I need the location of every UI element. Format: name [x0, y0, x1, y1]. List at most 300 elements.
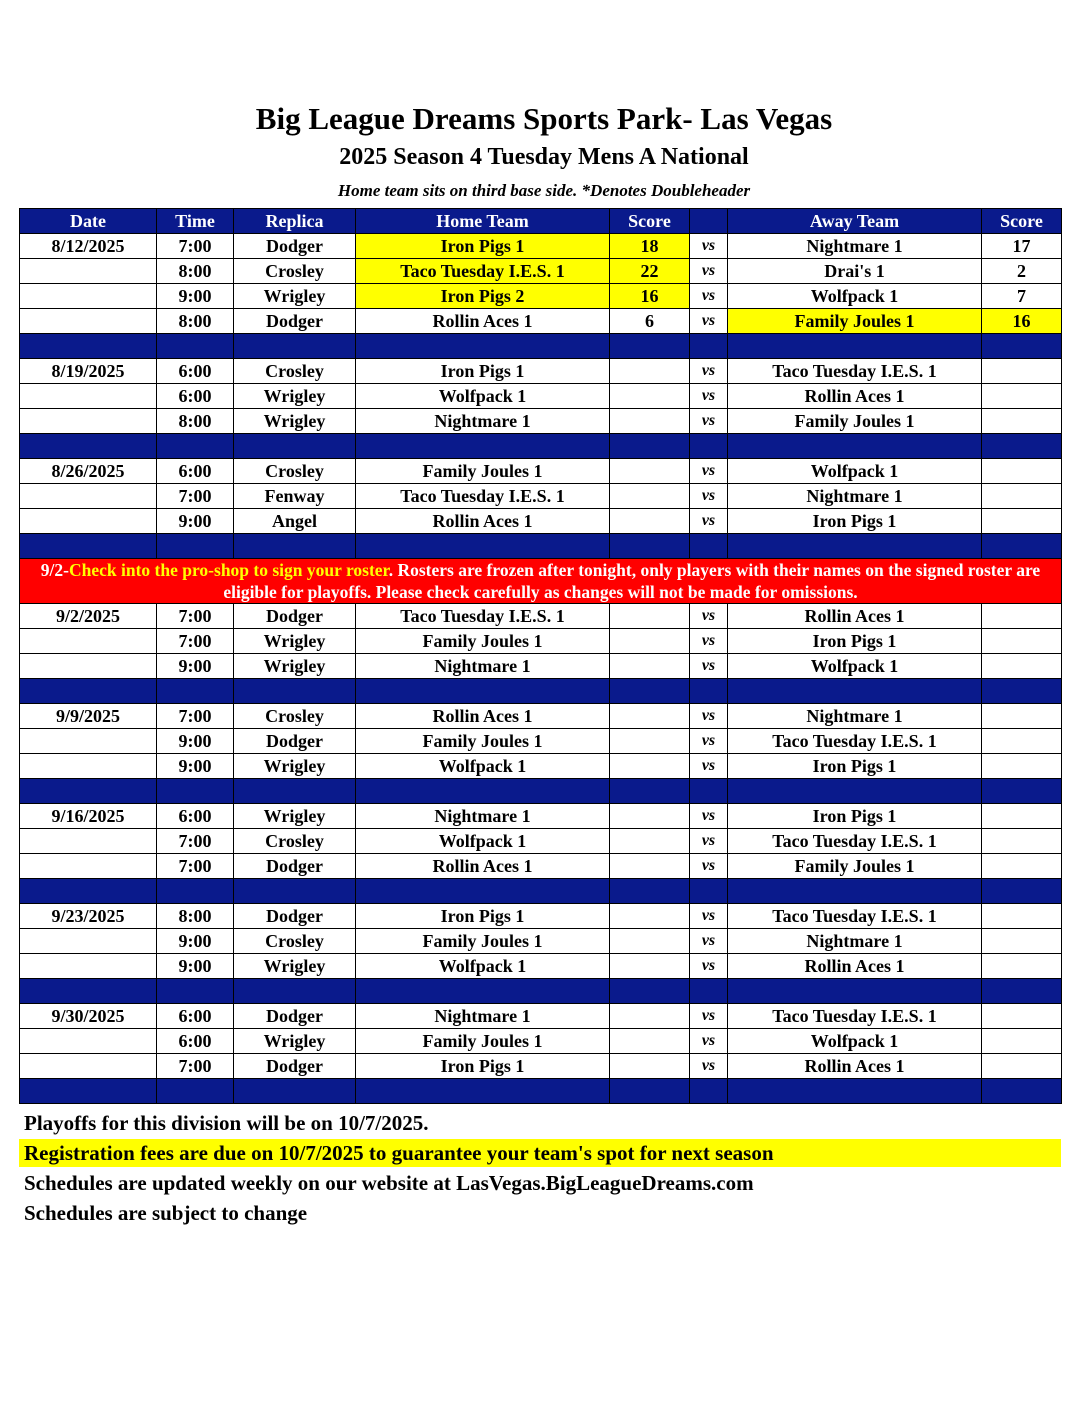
- away-score-cell: [982, 359, 1062, 384]
- away-score-cell: 2: [982, 259, 1062, 284]
- col-vs-header: [690, 209, 728, 234]
- time-cell: 8:00: [157, 904, 234, 929]
- game-row: [20, 629, 1062, 654]
- game-row: [20, 729, 1062, 754]
- away-score-cell: [982, 754, 1062, 779]
- time-cell: 6:00: [157, 1029, 234, 1054]
- separator-cell: [157, 779, 234, 804]
- away-score-cell: [982, 904, 1062, 929]
- date-cell: 9/30/2025: [20, 1004, 157, 1029]
- home-team-cell: Iron Pigs 1: [356, 904, 610, 929]
- game-row: [20, 1029, 1062, 1054]
- date-cell: [20, 384, 157, 409]
- separator-cell: [234, 1079, 356, 1104]
- away-score-cell: 16: [982, 309, 1062, 334]
- away-score-cell: [982, 1029, 1062, 1054]
- separator-cell: [690, 334, 728, 359]
- away-team-cell: Family Joules 1: [728, 854, 982, 879]
- time-cell: 7:00: [157, 234, 234, 259]
- col-home-team-header: Home Team: [356, 209, 610, 234]
- separator-cell: [690, 779, 728, 804]
- separator-row: [20, 679, 1062, 704]
- website-note: Schedules are updated weekly on our website at LasVegas.BigLeagueDreams.com: [24, 1171, 754, 1195]
- separator-cell: [20, 979, 157, 1004]
- col-date-header: Date: [20, 209, 157, 234]
- vs-cell: vs: [690, 604, 728, 629]
- time-cell: 7:00: [157, 829, 234, 854]
- replica-cell: Crosley: [234, 459, 356, 484]
- date-cell: 8/19/2025: [20, 359, 157, 384]
- separator-row: [20, 1079, 1062, 1104]
- separator-cell: [610, 334, 690, 359]
- separator-cell: [982, 779, 1062, 804]
- home-team-cell: Family Joules 1: [356, 459, 610, 484]
- time-cell: 9:00: [157, 754, 234, 779]
- date-cell: [20, 654, 157, 679]
- playoffs-note: Playoffs for this division will be on 10/7/2025.: [24, 1111, 429, 1135]
- away-team-cell: Rollin Aces 1: [728, 1054, 982, 1079]
- away-team-cell: Taco Tuesday I.E.S. 1: [728, 1004, 982, 1029]
- home-team-cell: Family Joules 1: [356, 729, 610, 754]
- separator-cell: [356, 679, 610, 704]
- separator-cell: [356, 434, 610, 459]
- home-team-cell: Wolfpack 1: [356, 829, 610, 854]
- home-score-cell: [610, 1029, 690, 1054]
- away-score-cell: [982, 384, 1062, 409]
- game-row: [20, 804, 1062, 829]
- separator-cell: [982, 434, 1062, 459]
- replica-cell: Wrigley: [234, 754, 356, 779]
- replica-cell: Wrigley: [234, 654, 356, 679]
- game-row: [20, 854, 1062, 879]
- time-cell: 9:00: [157, 284, 234, 309]
- separator-cell: [157, 534, 234, 559]
- home-team-cell: Wolfpack 1: [356, 384, 610, 409]
- separator-cell: [20, 334, 157, 359]
- date-cell: 9/16/2025: [20, 804, 157, 829]
- separator-cell: [982, 1079, 1062, 1104]
- home-score-cell: [610, 604, 690, 629]
- time-cell: 6:00: [157, 1004, 234, 1029]
- vs-cell: vs: [690, 729, 728, 754]
- game-row: [20, 309, 1062, 334]
- home-score-cell: [610, 704, 690, 729]
- date-cell: [20, 629, 157, 654]
- time-cell: 7:00: [157, 704, 234, 729]
- home-score-cell: 22: [610, 259, 690, 284]
- home-team-cell: Family Joules 1: [356, 629, 610, 654]
- vs-cell: vs: [690, 1004, 728, 1029]
- date-cell: [20, 754, 157, 779]
- game-row: [20, 829, 1062, 854]
- separator-cell: [690, 679, 728, 704]
- vs-cell: vs: [690, 409, 728, 434]
- replica-cell: Wrigley: [234, 384, 356, 409]
- separator-cell: [610, 879, 690, 904]
- replica-cell: Crosley: [234, 929, 356, 954]
- separator-cell: [690, 979, 728, 1004]
- separator-cell: [157, 1079, 234, 1104]
- time-cell: 9:00: [157, 729, 234, 754]
- vs-cell: vs: [690, 234, 728, 259]
- away-team-cell: Family Joules 1: [728, 309, 982, 334]
- away-score-cell: [982, 409, 1062, 434]
- home-score-cell: [610, 384, 690, 409]
- home-score-cell: [610, 829, 690, 854]
- vs-cell: vs: [690, 309, 728, 334]
- time-cell: 7:00: [157, 854, 234, 879]
- vs-cell: vs: [690, 704, 728, 729]
- separator-cell: [982, 334, 1062, 359]
- replica-cell: Dodger: [234, 854, 356, 879]
- game-row: [20, 284, 1062, 309]
- date-cell: 8/26/2025: [20, 459, 157, 484]
- home-team-cell: Nightmare 1: [356, 804, 610, 829]
- game-row: [20, 654, 1062, 679]
- game-row: [20, 259, 1062, 284]
- replica-cell: Crosley: [234, 704, 356, 729]
- separator-cell: [610, 979, 690, 1004]
- away-team-cell: Wolfpack 1: [728, 1029, 982, 1054]
- separator-cell: [234, 779, 356, 804]
- time-cell: 6:00: [157, 459, 234, 484]
- replica-cell: Dodger: [234, 904, 356, 929]
- time-cell: 8:00: [157, 409, 234, 434]
- time-cell: 6:00: [157, 804, 234, 829]
- page-note: Home team sits on third base side. *Denotes Doubleheader: [337, 181, 751, 200]
- away-team-cell: Family Joules 1: [728, 409, 982, 434]
- home-score-cell: [610, 854, 690, 879]
- vs-cell: vs: [690, 929, 728, 954]
- time-cell: 8:00: [157, 259, 234, 284]
- away-team-cell: Iron Pigs 1: [728, 754, 982, 779]
- separator-cell: [610, 779, 690, 804]
- away-team-cell: Wolfpack 1: [728, 459, 982, 484]
- away-team-cell: Nightmare 1: [728, 704, 982, 729]
- separator-cell: [690, 879, 728, 904]
- away-team-cell: Wolfpack 1: [728, 284, 982, 309]
- game-row: [20, 459, 1062, 484]
- separator-cell: [728, 979, 982, 1004]
- away-team-cell: Nightmare 1: [728, 929, 982, 954]
- roster-notice-row: [20, 559, 1062, 604]
- vs-cell: vs: [690, 1054, 728, 1079]
- away-score-cell: [982, 1004, 1062, 1029]
- replica-cell: Wrigley: [234, 1029, 356, 1054]
- separator-cell: [20, 1079, 157, 1104]
- home-team-cell: Iron Pigs 1: [356, 1054, 610, 1079]
- home-team-cell: Rollin Aces 1: [356, 854, 610, 879]
- date-cell: [20, 509, 157, 534]
- separator-cell: [356, 1079, 610, 1104]
- vs-cell: vs: [690, 459, 728, 484]
- away-score-cell: 17: [982, 234, 1062, 259]
- vs-cell: vs: [690, 954, 728, 979]
- replica-cell: Dodger: [234, 309, 356, 334]
- away-score-cell: [982, 459, 1062, 484]
- registration-note: Registration fees are due on 10/7/2025 to guarantee your team's spot for next season: [19, 1139, 1061, 1167]
- replica-cell: Wrigley: [234, 284, 356, 309]
- away-team-cell: Rollin Aces 1: [728, 954, 982, 979]
- replica-cell: Dodger: [234, 1004, 356, 1029]
- separator-row: [20, 334, 1062, 359]
- separator-cell: [356, 779, 610, 804]
- date-cell: [20, 1029, 157, 1054]
- home-score-cell: [610, 629, 690, 654]
- replica-cell: Dodger: [234, 1054, 356, 1079]
- time-cell: 7:00: [157, 629, 234, 654]
- separator-cell: [728, 679, 982, 704]
- home-score-cell: [610, 954, 690, 979]
- separator-cell: [610, 1079, 690, 1104]
- away-score-cell: [982, 829, 1062, 854]
- subject-to-change-note: Schedules are subject to change: [24, 1201, 308, 1225]
- away-team-cell: Iron Pigs 1: [728, 509, 982, 534]
- separator-row: [20, 779, 1062, 804]
- date-cell: [20, 854, 157, 879]
- replica-cell: Fenway: [234, 484, 356, 509]
- home-team-cell: Nightmare 1: [356, 654, 610, 679]
- home-score-cell: 6: [610, 309, 690, 334]
- date-cell: 9/23/2025: [20, 904, 157, 929]
- date-cell: [20, 929, 157, 954]
- time-cell: 8:00: [157, 309, 234, 334]
- away-team-cell: Taco Tuesday I.E.S. 1: [728, 729, 982, 754]
- separator-cell: [728, 879, 982, 904]
- time-cell: 9:00: [157, 929, 234, 954]
- page-subtitle: 2025 Season 4 Tuesday Mens A National: [339, 144, 749, 170]
- game-row: [20, 1004, 1062, 1029]
- away-score-cell: [982, 854, 1062, 879]
- notice-prefix: 9/2-: [40, 560, 69, 580]
- separator-cell: [356, 979, 610, 1004]
- vs-cell: vs: [690, 509, 728, 534]
- home-team-cell: Iron Pigs 2: [356, 284, 610, 309]
- home-team-cell: Rollin Aces 1: [356, 704, 610, 729]
- separator-row: [20, 979, 1062, 1004]
- col-time-header: Time: [157, 209, 234, 234]
- vs-cell: vs: [690, 384, 728, 409]
- col-home-score-header: Score: [610, 209, 690, 234]
- time-cell: 9:00: [157, 509, 234, 534]
- separator-cell: [690, 534, 728, 559]
- home-score-cell: [610, 904, 690, 929]
- vs-cell: vs: [690, 359, 728, 384]
- game-row: [20, 234, 1062, 259]
- away-team-cell: Taco Tuesday I.E.S. 1: [728, 359, 982, 384]
- game-row: [20, 484, 1062, 509]
- game-row: [20, 954, 1062, 979]
- replica-cell: Wrigley: [234, 409, 356, 434]
- separator-cell: [356, 534, 610, 559]
- away-score-cell: 7: [982, 284, 1062, 309]
- vs-cell: vs: [690, 1029, 728, 1054]
- separator-cell: [728, 779, 982, 804]
- home-score-cell: 16: [610, 284, 690, 309]
- home-team-cell: Taco Tuesday I.E.S. 1: [356, 259, 610, 284]
- vs-cell: vs: [690, 629, 728, 654]
- replica-cell: Dodger: [234, 234, 356, 259]
- game-row: [20, 1054, 1062, 1079]
- notice-text: . Rosters are frozen after tonight, only players with their names on the signed roster are eligible for playoffs. Please check carefully as changes will not be made for omissions.: [223, 560, 1041, 602]
- game-row: [20, 409, 1062, 434]
- schedule-body: [20, 234, 1062, 1104]
- away-team-cell: Rollin Aces 1: [728, 604, 982, 629]
- home-score-cell: [610, 484, 690, 509]
- date-cell: [20, 484, 157, 509]
- date-cell: [20, 954, 157, 979]
- date-cell: 9/2/2025: [20, 604, 157, 629]
- replica-cell: Dodger: [234, 604, 356, 629]
- separator-cell: [234, 879, 356, 904]
- time-cell: 7:00: [157, 604, 234, 629]
- vs-cell: vs: [690, 754, 728, 779]
- col-replica-header: Replica: [234, 209, 356, 234]
- home-team-cell: Iron Pigs 1: [356, 234, 610, 259]
- separator-cell: [728, 534, 982, 559]
- home-score-cell: [610, 929, 690, 954]
- col-away-score-header: Score: [982, 209, 1062, 234]
- home-team-cell: Nightmare 1: [356, 1004, 610, 1029]
- replica-cell: Wrigley: [234, 629, 356, 654]
- time-cell: 6:00: [157, 359, 234, 384]
- away-score-cell: [982, 804, 1062, 829]
- home-score-cell: [610, 509, 690, 534]
- away-team-cell: Iron Pigs 1: [728, 629, 982, 654]
- separator-cell: [728, 1079, 982, 1104]
- separator-cell: [690, 1079, 728, 1104]
- game-row: [20, 384, 1062, 409]
- separator-row: [20, 534, 1062, 559]
- away-score-cell: [982, 509, 1062, 534]
- separator-cell: [20, 534, 157, 559]
- away-score-cell: [982, 704, 1062, 729]
- separator-cell: [610, 679, 690, 704]
- vs-cell: vs: [690, 904, 728, 929]
- replica-cell: Wrigley: [234, 954, 356, 979]
- vs-cell: vs: [690, 804, 728, 829]
- date-cell: 8/12/2025: [20, 234, 157, 259]
- separator-cell: [234, 979, 356, 1004]
- away-team-cell: Rollin Aces 1: [728, 384, 982, 409]
- away-score-cell: [982, 929, 1062, 954]
- separator-cell: [157, 679, 234, 704]
- game-row: [20, 359, 1062, 384]
- away-score-cell: [982, 729, 1062, 754]
- separator-cell: [728, 434, 982, 459]
- home-score-cell: [610, 409, 690, 434]
- date-cell: [20, 309, 157, 334]
- date-cell: [20, 409, 157, 434]
- away-score-cell: [982, 1054, 1062, 1079]
- time-cell: 7:00: [157, 1054, 234, 1079]
- away-team-cell: Wolfpack 1: [728, 654, 982, 679]
- game-row: [20, 929, 1062, 954]
- separator-cell: [234, 334, 356, 359]
- away-team-cell: Taco Tuesday I.E.S. 1: [728, 829, 982, 854]
- replica-cell: Crosley: [234, 359, 356, 384]
- vs-cell: vs: [690, 829, 728, 854]
- date-cell: [20, 829, 157, 854]
- vs-cell: vs: [690, 654, 728, 679]
- home-team-cell: Iron Pigs 1: [356, 359, 610, 384]
- home-score-cell: [610, 359, 690, 384]
- home-team-cell: Rollin Aces 1: [356, 309, 610, 334]
- roster-notice: [20, 559, 1062, 604]
- separator-cell: [157, 879, 234, 904]
- time-cell: 9:00: [157, 954, 234, 979]
- date-cell: [20, 284, 157, 309]
- time-cell: 7:00: [157, 484, 234, 509]
- separator-cell: [356, 879, 610, 904]
- away-team-cell: Nightmare 1: [728, 234, 982, 259]
- separator-cell: [157, 979, 234, 1004]
- home-team-cell: Family Joules 1: [356, 929, 610, 954]
- replica-cell: Wrigley: [234, 804, 356, 829]
- home-team-cell: Taco Tuesday I.E.S. 1: [356, 484, 610, 509]
- table-header-row: [20, 209, 1062, 234]
- separator-row: [20, 879, 1062, 904]
- date-cell: [20, 259, 157, 284]
- game-row: [20, 604, 1062, 629]
- home-team-cell: Wolfpack 1: [356, 754, 610, 779]
- home-score-cell: [610, 804, 690, 829]
- separator-cell: [982, 534, 1062, 559]
- time-cell: 9:00: [157, 654, 234, 679]
- vs-cell: vs: [690, 854, 728, 879]
- separator-cell: [982, 679, 1062, 704]
- game-row: [20, 904, 1062, 929]
- col-away-team-header: Away Team: [728, 209, 982, 234]
- separator-cell: [728, 334, 982, 359]
- home-team-cell: Nightmare 1: [356, 409, 610, 434]
- separator-cell: [690, 434, 728, 459]
- away-score-cell: [982, 604, 1062, 629]
- home-team-cell: Family Joules 1: [356, 1029, 610, 1054]
- separator-cell: [234, 434, 356, 459]
- home-score-cell: [610, 754, 690, 779]
- replica-cell: Crosley: [234, 259, 356, 284]
- vs-cell: vs: [690, 284, 728, 309]
- date-cell: [20, 729, 157, 754]
- away-team-cell: Taco Tuesday I.E.S. 1: [728, 904, 982, 929]
- game-row: [20, 509, 1062, 534]
- home-score-cell: [610, 1054, 690, 1079]
- replica-cell: Angel: [234, 509, 356, 534]
- time-cell: 6:00: [157, 384, 234, 409]
- separator-cell: [610, 534, 690, 559]
- separator-cell: [20, 879, 157, 904]
- notice-highlight: Check into the pro-shop to sign your roster: [68, 560, 389, 580]
- separator-cell: [234, 534, 356, 559]
- separator-cell: [157, 434, 234, 459]
- separator-cell: [234, 679, 356, 704]
- separator-cell: [20, 779, 157, 804]
- separator-cell: [20, 679, 157, 704]
- home-score-cell: [610, 1004, 690, 1029]
- away-team-cell: Iron Pigs 1: [728, 804, 982, 829]
- home-team-cell: Wolfpack 1: [356, 954, 610, 979]
- home-score-cell: [610, 729, 690, 754]
- home-score-cell: [610, 459, 690, 484]
- separator-cell: [982, 879, 1062, 904]
- separator-cell: [356, 334, 610, 359]
- home-score-cell: 18: [610, 234, 690, 259]
- separator-cell: [20, 434, 157, 459]
- vs-cell: vs: [690, 484, 728, 509]
- away-score-cell: [982, 654, 1062, 679]
- away-score-cell: [982, 629, 1062, 654]
